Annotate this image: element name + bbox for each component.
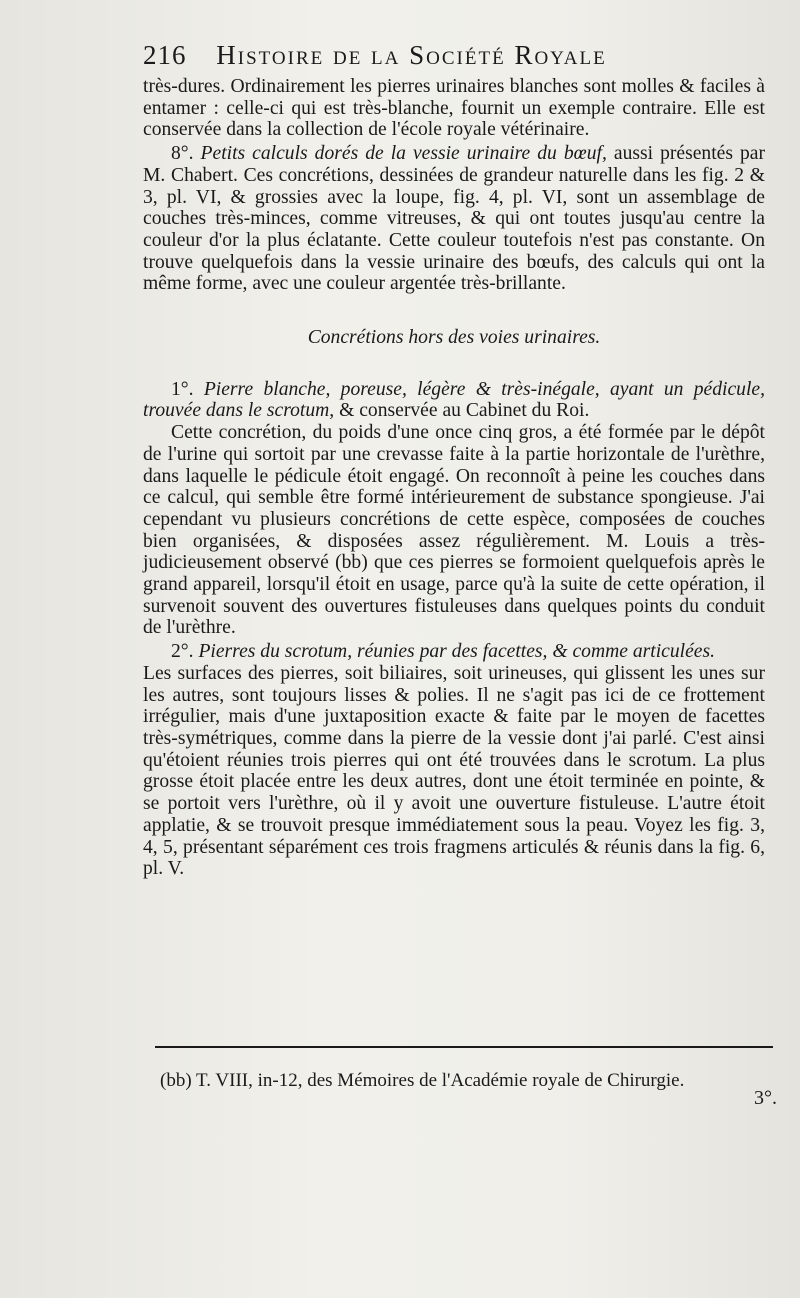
item-title: Pierres du scrotum, réunies par des facettes, & comme articulées.	[198, 641, 716, 663]
paragraph	[143, 143, 765, 295]
paragraph: Cette concrétion, du poids d'une once cinq gros, a été formée par le dépôt de l'urine qui sortoit par une crevasse faite à la partie horizontale de l'urèthre, dans laquelle le pédicule étoit engagé. On reconnoît à peine les couches dans ce calcul, qui semble être formé intérieurement de substance spongieuse. J'ai cependant vu plusieurs concrétions de cette espèce, composées de couches bien organisées, & disposées assez régulièrement. M. Louis a très-judicieusement observé (bb) que ces pierres se formoient quelquefois après le grand appareil, lorsqu'il étoit en usage, parce qu'à la suite de cette opération, il survenoit souvent des ouvertures fistuleuses dans quelques points du conduit de l'urèthre.	[143, 422, 765, 639]
footnote: (bb) T. VIII, in-12, des Mémoires de l'Académie royale de Chirurgie.	[160, 1070, 685, 1091]
item-title: Pierre blanche, poreuse, légère & très-inégale, ayant un pédicule, trouvée dans le scrotum,	[143, 378, 765, 422]
item-text: & conservée au Cabinet du Roi.	[334, 400, 590, 422]
section-heading: Concrétions hors des voies urinaires.	[307, 327, 601, 349]
page-number: 216	[143, 40, 187, 70]
running-header	[143, 40, 763, 71]
paragraph	[143, 379, 765, 422]
item-number: 2°.	[171, 641, 199, 663]
paragraph: très-dures. Ordinairement les pierres urinaires blanches sont molles & faciles à entamer : celle-ci qui est très-blanche, fournit un exemple contraire. Elle est conservée dans la collection de l'école royale vétérinaire.	[143, 76, 765, 141]
paragraph	[143, 641, 765, 663]
running-title: Histoire de la Société Royale	[216, 40, 607, 70]
page-body	[143, 76, 765, 880]
item-number: 8°.	[171, 143, 201, 165]
catchword: 3°.	[754, 1087, 777, 1109]
item-title: Petits calculs dorés de la vessie urinaire du bœuf,	[200, 143, 607, 165]
item-text: aussi présentés par M. Chabert. Ces concrétions, dessinées de grandeur naturelle dans les fig. 2 & 3, pl. VI, & grossies avec la loupe, fig. 4, pl. VI, sont un assemblage de couches très-minces, comme vitreuses, & qui ont toutes jusqu'au centre la couleur d'or la plus éclatante. Cette couleur toutefois n'est pas constante. On trouve quelquefois dans la vessie urinaire des bœufs, des calculs qui ont la même forme, avec une couleur argentée très-brillante.	[143, 143, 765, 295]
paragraph: Les surfaces des pierres, soit biliaires, soit urineuses, qui glissent les unes sur les autres, sont toujours lisses & polies. Il ne s'agit pas ici de ce frottement irrégulier, mais d'une juxtaposition exacte & faite par le moyen de facettes très-symétriques, comme dans la pierre de la vessie dont j'ai parlé. C'est ainsi qu'étoient réunies trois pierres qui ont été trouvées dans le scrotum. La plus grosse étoit placée entre les deux autres, dont une étoit terminée en pointe, & se portoit vers l'urèthre, où il y avoit une ouverture fistuleuse. L'autre étoit applatie, & se trouvoit presque immédiatement sous la peau. Voyez les fig. 3, 4, 5, présentant séparément ces trois fragmens articulés & réunis dans la fig. 6, pl. V.	[143, 662, 765, 880]
footnote-rule	[155, 1046, 773, 1048]
item-number: 1°.	[171, 378, 204, 400]
